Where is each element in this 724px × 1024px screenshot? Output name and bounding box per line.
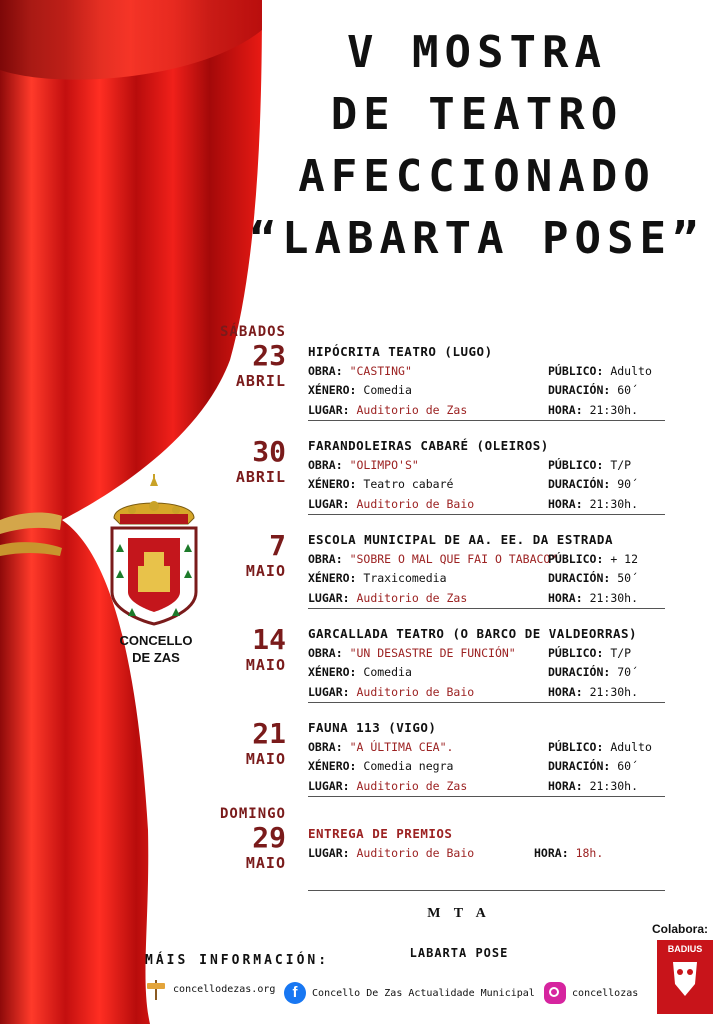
xenero-value: Teatro cabaré — [363, 477, 454, 491]
date-block-4 — [200, 624, 286, 674]
event-divider — [308, 796, 665, 797]
event-company: ESCOLA MUNICIPAL DE AA. EE. DA ESTRADA — [308, 532, 613, 547]
concello-line-1: CONCELLO — [119, 633, 193, 648]
duracion-label: DURACIÓN: — [548, 759, 611, 773]
obra-label: OBRA: — [308, 551, 343, 566]
hora-value: 18h. — [575, 845, 604, 860]
date-day: 14 — [252, 623, 286, 656]
publico-label: PÚBLICO: — [548, 739, 604, 754]
poster-title-line-2: DE TEATRO — [330, 89, 624, 140]
hora-value: 21:30h. — [589, 402, 639, 417]
duracion-value: 60´ — [617, 383, 639, 397]
date-block-5 — [200, 718, 286, 768]
hora-label: HORA: — [548, 402, 583, 417]
lugar-label: LUGAR: — [308, 845, 350, 860]
date-day: 21 — [252, 717, 286, 750]
event-4 — [308, 624, 664, 702]
obra-label: OBRA: — [308, 457, 343, 472]
hora-value: 21:30h. — [589, 496, 639, 511]
date-day: 29 — [252, 821, 286, 854]
duracion-label: DURACIÓN: — [548, 571, 611, 585]
duracion-label: DURACIÓN: — [548, 665, 611, 679]
publico-label: PÚBLICO: — [548, 645, 604, 660]
colabora-label: Colabora: — [652, 922, 709, 936]
website-link[interactable] — [145, 978, 275, 1000]
facebook-text: Concello De Zas Actualidade Municipal — [312, 988, 535, 999]
concello-coat-of-arms-icon — [102, 474, 206, 630]
facebook-icon: f — [284, 982, 306, 1004]
obra-title: "SOBRE O MAL QUE FAI O TABACO" — [349, 551, 558, 566]
date-block-2 — [200, 436, 286, 486]
poster-title-line-1: V MOSTRA — [347, 27, 607, 78]
awards-title: ENTREGA DE PREMIOS — [308, 826, 453, 841]
event-company: FARANDOLEIRAS CABARÉ (OLEIROS) — [308, 438, 549, 453]
lugar-label: LUGAR: — [308, 496, 350, 511]
date-weekday-label: DOMINGO — [219, 806, 286, 822]
poster-title-line-4: “LABARTA POSE” — [249, 213, 705, 264]
poster-title-line-3: AFECCIONADO — [298, 151, 656, 202]
facebook-link[interactable] — [284, 982, 535, 1004]
date-day: 23 — [252, 339, 286, 372]
xenero-value: Comedia — [363, 665, 412, 679]
hora-label: HORA: — [548, 684, 583, 699]
lugar-value: Auditorio de Zas — [356, 778, 468, 793]
duracion-value: 70´ — [617, 665, 639, 679]
hora-label: HORA: — [534, 845, 569, 860]
lugar-value: Auditorio de Zas — [356, 402, 468, 417]
date-month: MAIO — [245, 656, 286, 674]
date-month: MAIO — [245, 854, 286, 872]
obra-label: OBRA: — [308, 739, 343, 754]
duracion-value: 50´ — [617, 571, 639, 585]
obra-title: "OLIMPO'S" — [349, 457, 419, 472]
event-company: FAUNA 113 (VIGO) — [308, 720, 437, 735]
more-info-heading: MÁIS INFORMACIÓN: — [145, 953, 330, 968]
date-month: ABRIL — [235, 468, 286, 486]
instagram-text: concellozas — [572, 988, 639, 999]
lugar-label: LUGAR: — [308, 778, 350, 793]
obra-label: OBRA: — [308, 363, 343, 378]
obra-title: "CASTING" — [349, 363, 412, 378]
xenero-label: XÉNERO: — [308, 383, 357, 397]
date-day: 30 — [252, 435, 286, 468]
hora-label: HORA: — [548, 590, 583, 605]
lugar-value: Auditorio de Zas — [356, 590, 468, 605]
duracion-label: DURACIÓN: — [548, 477, 611, 491]
duracion-value: 60´ — [617, 759, 639, 773]
xenero-value: Traxicomedia — [363, 571, 447, 585]
mask-icon — [665, 954, 705, 1002]
mta-logo-title: M T A — [427, 906, 491, 921]
date-block-3 — [200, 530, 286, 580]
date-day: 7 — [269, 529, 286, 562]
publico-label: PÚBLICO: — [548, 551, 604, 566]
concello-name — [106, 632, 206, 666]
publico-label: PÚBLICO: — [548, 363, 604, 378]
xenero-value: Comedia negra — [363, 759, 454, 773]
hora-value: 21:30h. — [589, 684, 639, 699]
lugar-value: Auditorio de Baio — [356, 845, 475, 860]
event-awards — [308, 824, 664, 863]
hora-label: HORA: — [548, 496, 583, 511]
website-text: concellodezas.org — [173, 984, 276, 995]
mta-logo-name: LABARTA POSE — [409, 946, 509, 960]
instagram-link[interactable] — [544, 982, 638, 1004]
lugar-value: Auditorio de Baio — [356, 684, 475, 699]
hora-value: 21:30h. — [589, 778, 639, 793]
duracion-value: 90´ — [617, 477, 639, 491]
event-divider — [308, 702, 665, 703]
event-divider — [308, 890, 665, 891]
event-5 — [308, 718, 664, 796]
publico-value: + 12 — [610, 551, 639, 566]
publico-label: PÚBLICO: — [548, 457, 604, 472]
date-month: MAIO — [245, 750, 286, 768]
publico-value: Adulto — [610, 363, 652, 378]
event-divider — [308, 420, 665, 421]
publico-value: T/P — [610, 457, 632, 472]
lugar-label: LUGAR: — [308, 684, 350, 699]
publico-value: T/P — [610, 645, 632, 660]
lugar-label: LUGAR: — [308, 402, 350, 417]
hora-value: 21:30h. — [589, 590, 639, 605]
duracion-label: DURACIÓN: — [548, 383, 611, 397]
date-block-final — [200, 806, 286, 872]
xenero-value: Comedia — [363, 383, 412, 397]
badius-sponsor-logo — [657, 940, 713, 1014]
hora-label: HORA: — [548, 778, 583, 793]
mta-logo — [404, 906, 514, 960]
xenero-label: XÉNERO: — [308, 665, 357, 679]
date-block-1 — [200, 324, 286, 390]
event-2 — [308, 436, 664, 514]
concello-line-2: DE ZAS — [132, 650, 180, 665]
date-month: MAIO — [245, 562, 286, 580]
date-month: ABRIL — [235, 372, 286, 390]
instagram-icon — [544, 982, 566, 1004]
signpost-icon — [145, 978, 167, 1000]
event-company: HIPÓCRITA TEATRO (LUGO) — [308, 344, 493, 359]
obra-title: "A ÚLTIMA CEA". — [349, 739, 454, 754]
xenero-label: XÉNERO: — [308, 759, 357, 773]
obra-label: OBRA: — [308, 645, 343, 660]
event-company: GARCALLADA TEATRO (O BARCO DE VALDEORRAS) — [308, 626, 638, 641]
event-divider — [308, 514, 665, 515]
event-1 — [308, 342, 664, 420]
event-3 — [308, 530, 664, 608]
lugar-value: Auditorio de Baio — [356, 496, 475, 511]
obra-title: "UN DESASTRE DE FUNCIÓN" — [349, 645, 516, 660]
xenero-label: XÉNERO: — [308, 477, 357, 491]
event-divider — [308, 608, 665, 609]
xenero-label: XÉNERO: — [308, 571, 357, 585]
lugar-label: LUGAR: — [308, 590, 350, 605]
publico-value: Adulto — [610, 739, 652, 754]
date-weekday-label: SÁBADOS — [219, 324, 286, 340]
badius-name: BADIUS — [667, 944, 703, 954]
